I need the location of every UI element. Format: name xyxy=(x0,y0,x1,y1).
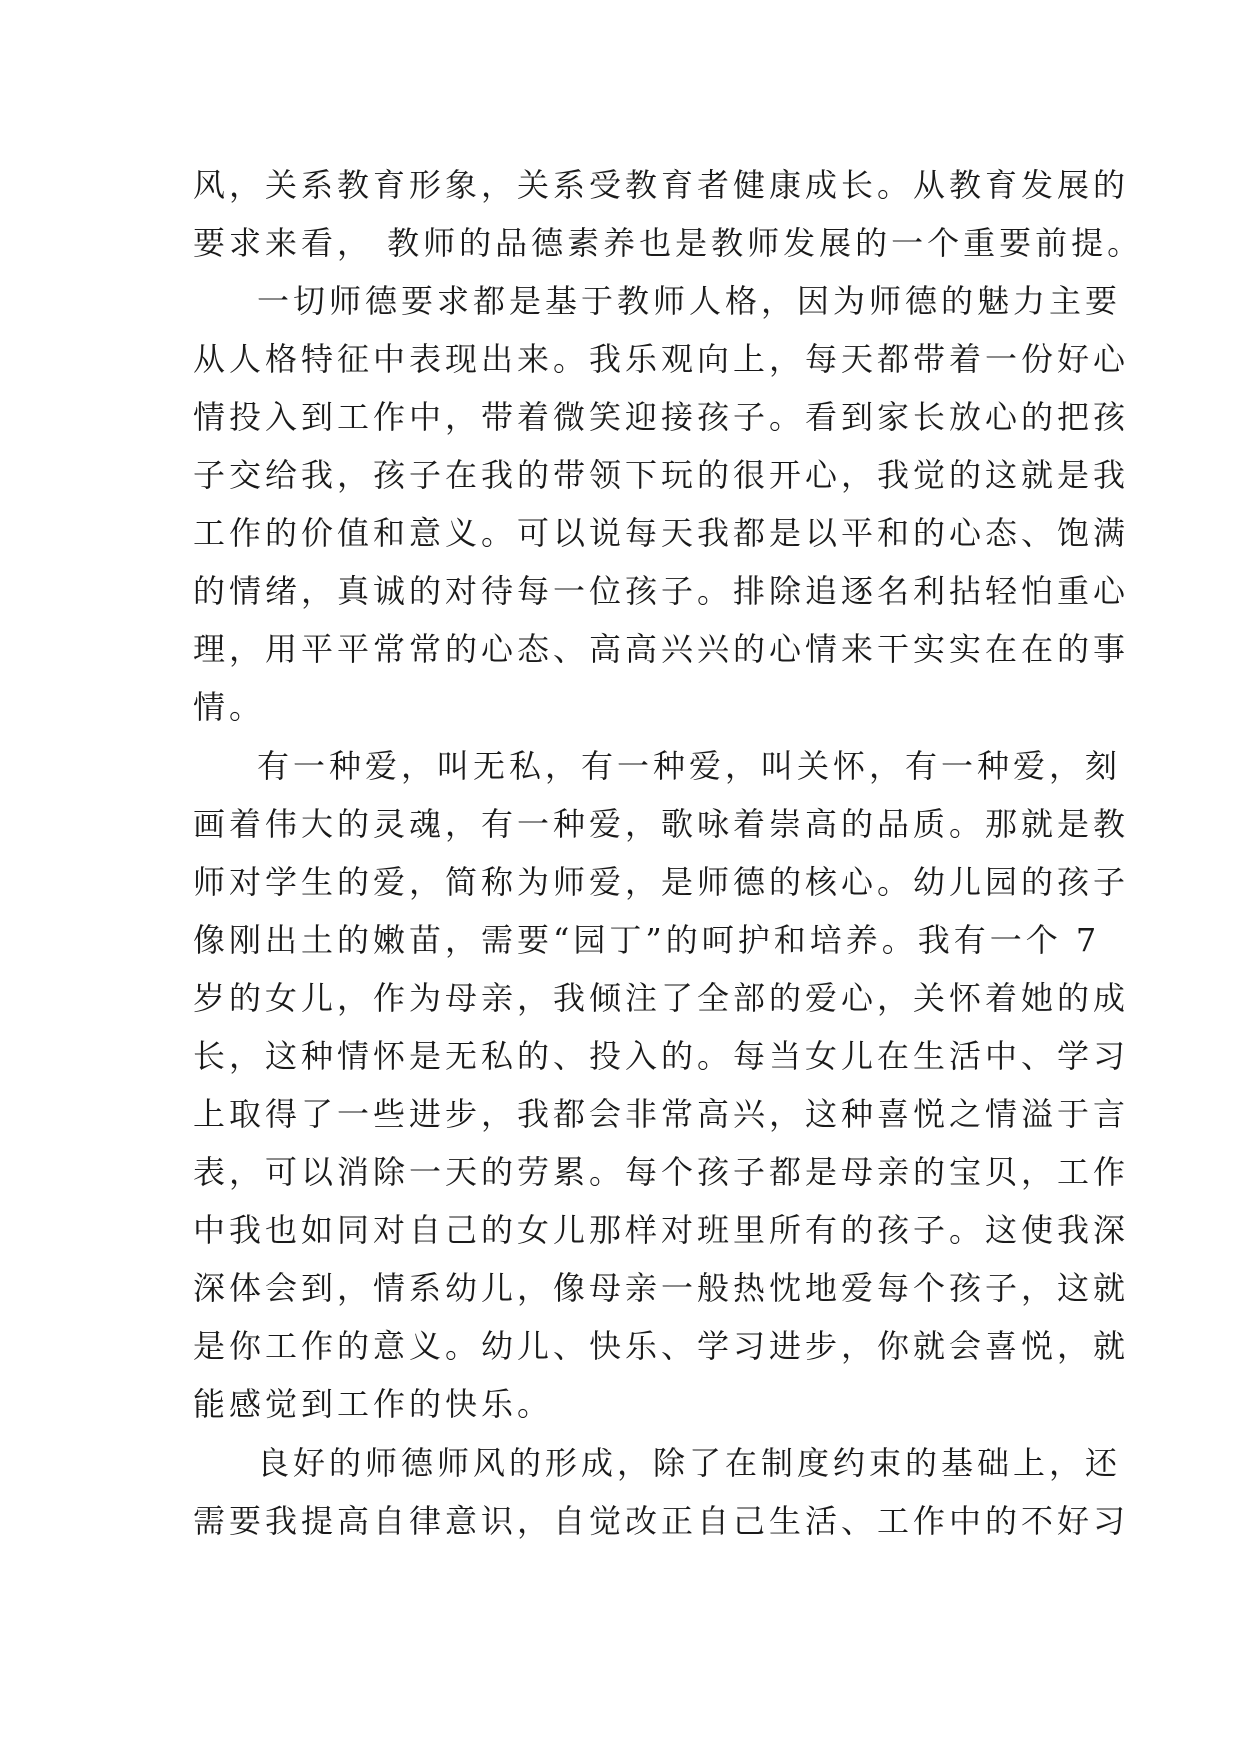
paragraph-first-line: 良好的师德师风的形成，除了在制度约束的基础上，还 xyxy=(257,1444,1122,1482)
text-line: 要求来看， 教师的品德素养也是教师发展的一个重要前提。 xyxy=(193,224,1144,262)
text-line: 上取得了一些进步，我都会非常高兴，这种喜悦之情溢于言 xyxy=(193,1095,1130,1133)
text-line: 表，可以消除一天的劳累。每个孩子都是母亲的宝贝，工作 xyxy=(193,1153,1130,1191)
text-line: 画着伟大的灵魂，有一种爱，歌咏着崇高的品质。那就是教 xyxy=(193,805,1130,843)
text-line: 理，用平平常常的心态、高高兴兴的心情来干实实在在的事 xyxy=(193,630,1130,668)
text-line: 风，关系教育形象，关系受教育者健康成长。从教育发展的 xyxy=(193,166,1130,204)
text-line: 师对学生的爱，简称为师爱，是师德的核心。幼儿园的孩子 xyxy=(193,863,1130,901)
text-line: 深体会到，情系幼儿，像母亲一般热忱地爱每个孩子，这就 xyxy=(193,1269,1130,1307)
text-line: 情投入到工作中，带着微笑迎接孩子。看到家长放心的把孩 xyxy=(193,398,1130,436)
text-line: 从人格特征中表现出来。我乐观向上，每天都带着一份好心 xyxy=(193,340,1130,378)
text-line: 工作的价值和意义。可以说每天我都是以平和的心态、饱满 xyxy=(193,514,1130,552)
text-line: 情。 xyxy=(193,688,266,726)
paragraph-first-line: 一切师德要求都是基于教师人格，因为师德的魅力主要 xyxy=(257,282,1122,320)
text-line: 中我也如同对自己的女儿那样对班里所有的孩子。这使我深 xyxy=(193,1211,1130,1249)
text-line: 是你工作的意义。幼儿、快乐、学习进步，你就会喜悦，就 xyxy=(193,1327,1130,1365)
text-line: 需要我提高自律意识，自觉改正自己生活、工作中的不好习 xyxy=(193,1502,1130,1540)
text-line: 能感觉到工作的快乐。 xyxy=(193,1385,554,1423)
text-line: 子交给我，孩子在我的带领下玩的很开心，我觉的这就是我 xyxy=(193,456,1130,494)
paragraph-first-line: 有一种爱，叫无私，有一种爱，叫关怀，有一种爱，刻 xyxy=(257,747,1122,785)
text-line: 的情绪，真诚的对待每一位孩子。排除追逐名利拈轻怕重心 xyxy=(193,572,1130,610)
text-line: 岁的女儿，作为母亲，我倾注了全部的爱心，关怀着她的成 xyxy=(193,979,1130,1017)
text-line: 长，这种情怀是无私的、投入的。每当女儿在生活中、学习 xyxy=(193,1037,1130,1075)
text-line: 像刚出土的嫩苗，需要“园丁”的呵护和培养。我有一个 7 xyxy=(193,921,1101,959)
